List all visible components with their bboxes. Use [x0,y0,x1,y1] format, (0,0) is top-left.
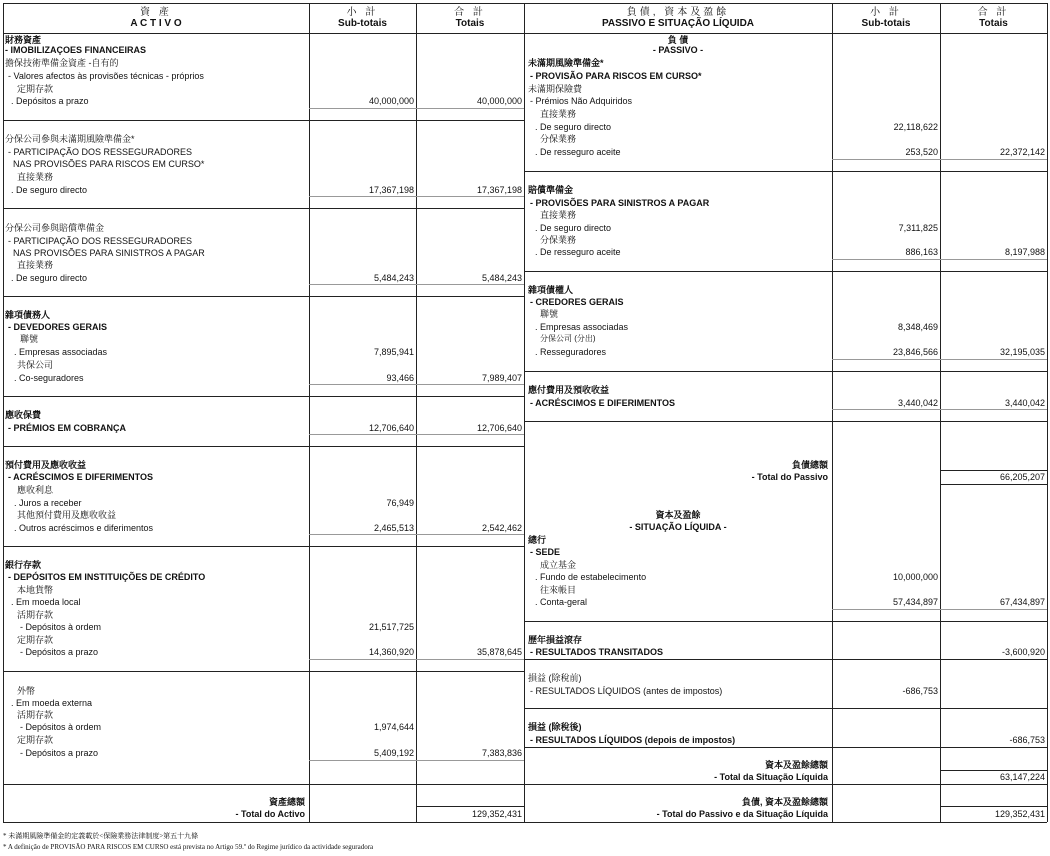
situacao-heading-zh: 資本及盈餘 [655,510,701,520]
row-rule [3,120,524,121]
right-subtotal: 3,440,042 [897,398,938,408]
left-label: . Em moeda local [11,597,81,607]
right-label: 往來帳目 [540,585,577,595]
right-total: -686,753 [1009,735,1045,745]
left-label: 聯號 [20,334,39,344]
col-divider-tot2 [940,3,941,822]
row-rule [832,359,1047,360]
right-label: . Resseguradores [535,347,607,357]
left-label: . Juros a receber [14,498,82,508]
left-label: 分保公司參與未滿期風險準備金* [5,134,135,144]
col-divider-tot [416,3,417,822]
right-label: - ACRÉSCIMOS E DIFERIMENTOS [530,398,676,408]
row-rule [309,534,524,535]
left-label: 定期存款 [17,735,54,745]
right-subtotal: 22,118,622 [893,122,938,132]
row-rule [309,108,524,109]
left-label: 定期存款 [17,635,54,645]
right-heading: 負 債 [667,35,689,45]
left-label: NAS PROVISÕES PARA RISCOS EM CURSO* [13,159,205,169]
left-label: 擔保技術準備金資產 -自有的 [5,58,119,68]
right-label: 損益 (除稅前) [528,673,582,683]
row-rule [524,371,1047,372]
right-label: - CREDORES GERAIS [530,297,624,307]
header-totais-right: 合 計 Totais [977,7,1010,29]
left-label: . Depósitos a prazo [11,96,89,106]
left-subtotal: 76,949 [386,498,414,508]
left-label: - IMOBILIZAÇOES FINANCEIRAS [5,45,146,55]
right-label: . Fundo de estabelecimento [535,572,647,582]
right-label: - RESULTADOS LÍQUIDOS (antes de impostos) [530,686,723,696]
left-total: 35,878,645 [476,647,522,657]
left-label: - Depósitos a prazo [20,647,99,657]
header-divider [3,33,1047,34]
right-label: 聯號 [540,309,559,319]
row-rule [3,784,524,785]
right-label: . De resseguro aceite [535,147,621,157]
right-subtotal: 253,520 [905,147,938,157]
left-label: - Depósitos à ordem [20,722,102,732]
left-label: 直接業務 [17,172,54,182]
right-subtotal: -686,753 [902,686,938,696]
left-total: 40,000,000 [476,96,522,106]
right-label: 應付費用及預收收益 [528,385,610,395]
total-rule [940,470,1047,471]
left-label: - PARTICIPAÇÃO DOS RESSEGURADORES [8,147,193,157]
left-label: - DEPÓSITOS EM INSTITUIÇÕES DE CRÉDITO [8,572,206,582]
bottom-border [3,822,1047,823]
row-rule [3,396,524,397]
right-label: 未滿期保險費 [528,84,583,94]
footnote-zh: * 未滿期風險準備金的定義載於<保險業務法律制度>第五十九條 [3,832,199,840]
left-label: 雜項債務人 [5,310,51,320]
right-label: 歷年損益滾存 [528,635,583,645]
left-label: 財務資產 [5,35,42,45]
row-rule [309,284,524,285]
right-label: - SEDE [530,547,561,557]
right-total: 22,372,142 [999,147,1045,157]
left-label: 預付費用及應收收益 [5,460,87,470]
right-label: 雜項債權人 [528,285,574,295]
left-subtotal: 2,465,513 [373,523,414,533]
total-situacao-value: 63,147,224 [999,772,1045,782]
row-rule [524,747,1047,748]
row-rule [524,708,1047,709]
total-passivo-zh: 負債總額 [791,460,828,470]
total-activo-label: - Total do Activo [235,809,305,819]
right-label: - PROVISÃO PARA RISCOS EM CURSO* [530,71,702,81]
right-total: 8,197,988 [1004,247,1045,257]
left-subtotal: 1,974,644 [373,722,414,732]
right-label: . De seguro directo [535,122,612,132]
total-passivo-value: 66,205,207 [999,472,1045,482]
left-subtotal: 5,409,192 [373,748,414,758]
right-label: 分保公司 (分出) [540,334,596,343]
total-passivo-situacao-label: - Total do Passivo e da Situação Líquida [656,809,828,819]
right-label: 損益 (除稅後) [528,722,582,732]
row-rule [524,621,1047,622]
left-label: 定期存款 [17,84,54,94]
right-border [1047,3,1048,822]
header-subtotais-right: 小 計 Sub-totais [861,7,911,29]
row-rule [940,484,1047,485]
header-passivo: 負債, 資本及盈餘 PASSIVO E SITUAÇÃO LÍQUIDA [601,7,755,29]
left-label: - DEVEDORES GERAIS [8,322,108,332]
right-label: 直接業務 [540,109,577,119]
left-subtotal: 21,517,725 [368,622,414,632]
total-passivo-situacao-zh: 負債, 資本及盈餘總額 [741,797,828,807]
left-label: 直接業務 [17,260,54,270]
left-subtotal: 14,360,920 [368,647,414,657]
right-label: 分保業務 [540,235,577,245]
total-rule [940,806,1047,807]
left-label: - ACRÉSCIMOS E DIFERIMENTOS [8,472,154,482]
right-subtotal: 10,000,000 [892,572,938,582]
total-situacao-zh: 資本及盈餘總額 [764,760,828,770]
right-total: 67,434,897 [999,597,1045,607]
top-border [3,3,1047,4]
col-divider-sub [309,3,310,822]
footnote-pt: * A definição de PROVISÃO PARA RISCOS EM CURSO está prevista no Artigo 59.º do Regime jurídico da actividade seguradora [3,843,374,851]
right-label: 分保業務 [540,134,577,144]
row-rule [524,271,1047,272]
left-label: 活期存款 [17,710,54,720]
left-label: - Valores afectos às provisões técnicas - próprios [8,71,204,81]
left-label: 外幣 [17,686,36,696]
total-rule [416,806,524,807]
left-label: 本地貨幣 [17,585,54,595]
left-total: 17,367,198 [476,185,522,195]
left-label: . Outros acréscimos e diferimentos [14,523,154,533]
left-label: . Co-seguradores [14,373,84,383]
row-rule [832,259,1047,260]
right-label: - Prémios Não Adquiridos [530,96,633,106]
row-rule [3,671,524,672]
right-label: 未滿期風險準備金* [528,58,604,68]
row-rule [3,446,524,447]
total-passivo-label: - Total do Passivo [751,472,828,482]
left-subtotal: 5,484,243 [373,273,414,283]
right-subtotal: 886,163 [905,247,938,257]
left-label: - PRÉMIOS EM COBRANÇA [8,423,127,433]
left-subtotal: 7,895,941 [373,347,414,357]
left-label: . Empresas associadas [14,347,108,357]
row-rule [524,659,1047,660]
left-subtotal: 12,706,640 [368,423,414,433]
row-rule [524,784,1047,785]
row-rule [309,384,524,385]
row-rule [832,159,1047,160]
row-rule [309,196,524,197]
right-subtotal: 7,311,825 [898,223,938,233]
right-total: 32,195,035 [999,347,1045,357]
left-border [3,3,4,822]
left-total: 12,706,640 [476,423,522,433]
row-rule [3,546,524,547]
left-label: 應收保費 [5,410,42,420]
right-subtotal: 23,846,566 [892,347,938,357]
right-label: 總行 [528,535,547,545]
left-label: . De seguro directo [11,273,88,283]
right-subtotal: 57,434,897 [892,597,938,607]
total-activo-zh: 資產總額 [268,797,305,807]
right-subtotal: 8,348,469 [897,322,938,332]
row-rule [832,409,1047,410]
right-label: . De seguro directo [535,223,612,233]
right-label: . Conta-geral [535,597,588,607]
row-rule [309,760,524,761]
left-label: - Depósitos a prazo [20,748,99,758]
left-label: 銀行存款 [5,560,42,570]
right-label: - PROVISÕES PARA SINISTROS A PAGAR [530,198,710,208]
left-label: - Depósitos à ordem [20,622,102,632]
row-rule [309,659,524,660]
header-subtotais: 小 計 Sub-totais [338,7,387,29]
left-total: 7,383,836 [481,748,522,758]
left-label: 分保公司參與賠償準備金 [5,223,105,233]
left-label: . Em moeda externa [11,698,93,708]
left-total: 7,989,407 [481,373,522,383]
right-label: - RESULTADOS LÍQUIDOS (depois de impostos) [530,735,736,745]
row-rule [524,421,1047,422]
left-label: 共保公司 [17,360,54,370]
left-subtotal: 17,367,198 [368,185,414,195]
right-heading: - PASSIVO - [652,45,704,55]
left-label: . De seguro directo [11,185,88,195]
row-rule [3,208,524,209]
row-rule [3,296,524,297]
row-rule [524,171,1047,172]
right-label: 賠償準備金 [528,185,574,195]
row-rule [309,434,524,435]
left-subtotal: 93,466 [386,373,414,383]
left-label: NAS PROVISÕES PARA SINISTROS A PAGAR [13,248,205,258]
situacao-heading: - SITUAÇÃO LÍQUIDA - [629,522,727,532]
right-total: 3,440,042 [1004,398,1045,408]
total-activo-value: 129,352,431 [471,809,522,819]
right-label: . De resseguro aceite [535,247,621,257]
row-rule [832,609,1047,610]
left-label: - PARTICIPAÇÃO DOS RESSEGURADORES [8,236,193,246]
left-label: 應收利息 [17,485,54,495]
left-label: 其他預付費用及應收收益 [17,510,117,520]
right-label: - RESULTADOS TRANSITADOS [530,647,663,657]
left-subtotal: 40,000,000 [368,96,414,106]
header-activo: 資 產 A C T I V O [130,7,182,29]
right-label: 直接業務 [540,210,577,220]
left-total: 5,484,243 [481,273,522,283]
header-totais: 合 計 Totais [454,7,486,29]
left-label: 活期存款 [17,610,54,620]
right-total: -3,600,920 [1001,647,1045,657]
total-situacao-label: - Total da Situação Líquida [714,772,828,782]
left-total: 2,542,462 [481,523,522,533]
total-rule [940,770,1047,771]
right-label: . Empresas associadas [535,322,629,332]
total-passivo-situacao-value: 129,352,431 [994,809,1045,819]
right-label: 成立基金 [540,560,577,570]
col-divider-mid [524,3,525,822]
